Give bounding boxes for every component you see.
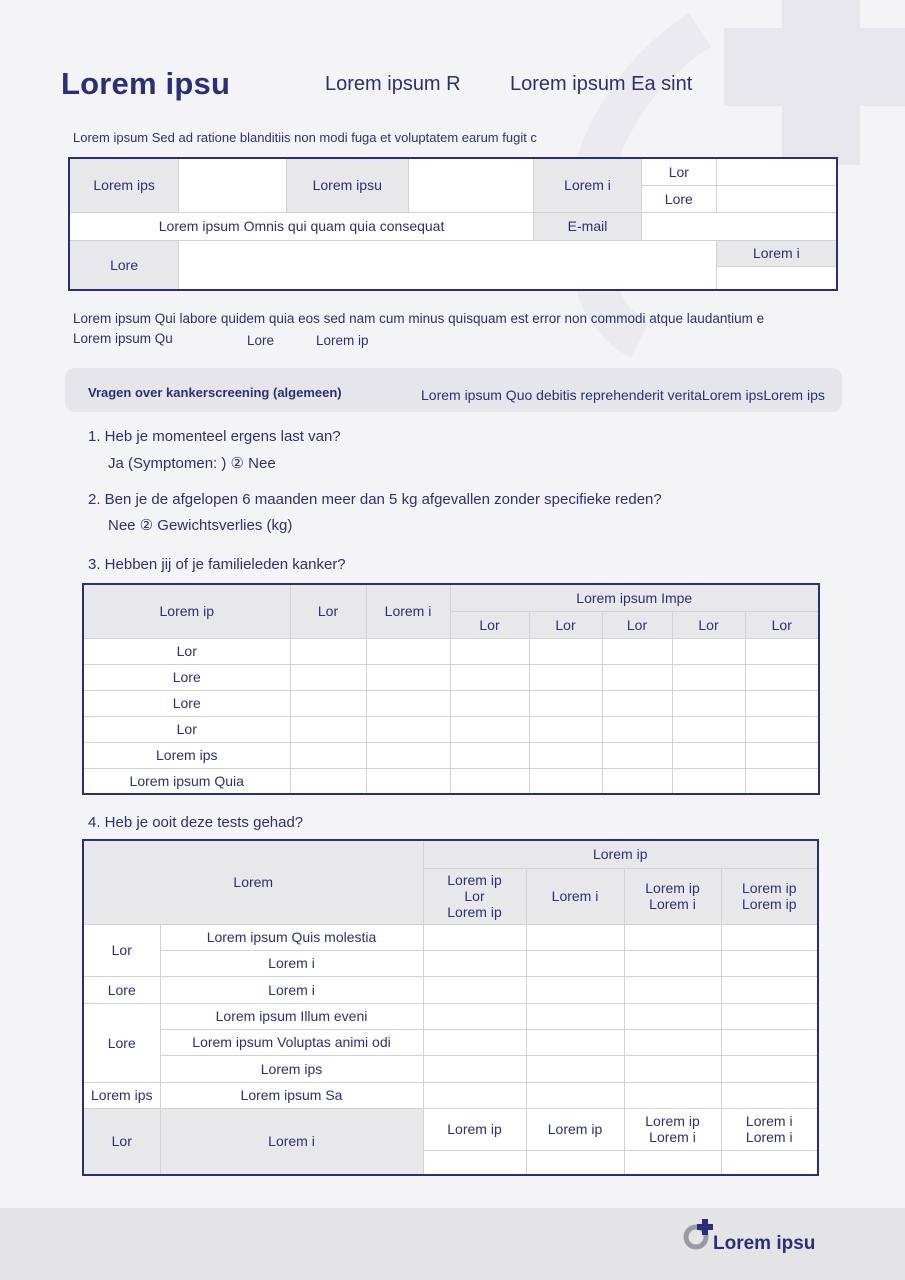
t3-row-label: Lor	[83, 716, 290, 742]
t4-row-label: Lorem ipsum Quis molestia	[160, 924, 423, 950]
t3-cell[interactable]	[745, 690, 819, 716]
t4-cell[interactable]	[624, 1003, 721, 1029]
form-label-2: Lorem ipsu	[286, 158, 408, 212]
t4-group-label-4: Lorem ips	[83, 1082, 160, 1108]
form-option-1[interactable]: Lor	[641, 158, 716, 185]
t4-header-group: Lorem ip	[423, 840, 818, 868]
table-row	[83, 664, 819, 690]
t4-cell[interactable]	[526, 950, 624, 976]
t4-sub4-line1: Lorem ip	[742, 880, 797, 896]
t3-cell[interactable]	[672, 716, 745, 742]
t4-row-label: Lorem ipsum Sa	[160, 1082, 423, 1108]
t3-cell[interactable]	[602, 664, 672, 690]
t4-cell[interactable]	[721, 976, 818, 1003]
t4-option-4-line2: Lorem i	[745, 1129, 793, 1145]
t4-cell[interactable]	[721, 1082, 818, 1108]
t4-option-3[interactable]	[624, 1108, 721, 1150]
t4-cell[interactable]	[624, 1150, 721, 1175]
t4-option-1[interactable]: Lorem ip	[423, 1108, 526, 1150]
t4-cell[interactable]	[721, 1055, 818, 1082]
question-2: 2. Ben je de afgelopen 6 maanden meer dan 5 kg afgevallen zonder specifieke reden?	[88, 491, 662, 508]
t3-cell[interactable]	[450, 690, 529, 716]
table-row	[83, 638, 819, 664]
t4-sub1-line1: Lorem ip	[447, 872, 502, 888]
t3-cell[interactable]	[602, 716, 672, 742]
t4-option-3-line2: Lorem i	[649, 1129, 696, 1145]
form-row3-label: Lore	[69, 240, 179, 290]
t3-subheader: Lor	[450, 611, 529, 638]
header-subtitle-2: Lorem ipsum Ea sint	[510, 73, 693, 95]
t3-header-col3: Lorem i	[366, 584, 450, 638]
document-title: Lorem ipsu	[61, 66, 231, 101]
question-4: 4. Heb je ooit deze tests gehad?	[88, 814, 304, 831]
form-field-2[interactable]	[408, 158, 534, 212]
table-row	[83, 742, 819, 768]
t3-cell[interactable]	[602, 638, 672, 664]
form-row3-right-field[interactable]	[716, 266, 837, 290]
t3-cell[interactable]	[745, 664, 819, 690]
t3-subheader: Lor	[529, 611, 602, 638]
answer-2-options[interactable]: Nee ② Gewichtsverlies (kg)	[108, 517, 293, 534]
t4-subheader-4	[721, 868, 818, 924]
t3-cell[interactable]	[290, 716, 366, 742]
footer-logo-text: Lorem ipsu	[713, 1233, 816, 1254]
t4-sub1-line3: Lorem ip	[447, 904, 502, 920]
t3-row-label: Lorem ips	[83, 742, 290, 768]
header-subtitle-1: Lorem ipsum R	[325, 73, 461, 95]
t3-cell[interactable]	[672, 768, 745, 794]
t4-header-main: Lorem	[83, 840, 423, 924]
t4-subheader-3	[624, 868, 721, 924]
table-row	[83, 768, 819, 794]
t4-subheader-1	[423, 868, 526, 924]
intro-text: Lorem ipsum Sed ad ratione blanditiis non modi fuga et voluptatem earum fugit c	[73, 130, 537, 145]
t4-row-label: Lorem i	[160, 1108, 423, 1175]
t4-option-4[interactable]	[721, 1108, 818, 1150]
t3-cell[interactable]	[450, 638, 529, 664]
t3-cell[interactable]	[290, 664, 366, 690]
t4-sub3-line1: Lorem ip	[645, 880, 700, 896]
t3-cell[interactable]	[529, 716, 602, 742]
t4-option-3-line1: Lorem ip	[645, 1113, 700, 1129]
t4-row-label: Lorem ipsum Voluptas animi odi	[160, 1029, 423, 1055]
t4-cell[interactable]	[423, 1055, 526, 1082]
t3-cell[interactable]	[450, 664, 529, 690]
form-row2-text: Lorem ipsum Omnis qui quam quia consequat	[69, 212, 534, 240]
t3-cell[interactable]	[290, 742, 366, 768]
note-line-2a: Lorem ipsum Qu	[73, 331, 173, 346]
t4-cell[interactable]	[624, 976, 721, 1003]
form-field-1[interactable]	[179, 158, 287, 212]
t3-cell[interactable]	[366, 742, 450, 768]
form-option-2-field[interactable]	[716, 185, 837, 212]
t4-cell[interactable]	[721, 1150, 818, 1175]
t4-row-label: Lorem ips	[160, 1055, 423, 1082]
t3-header-col1: Lorem ip	[83, 584, 290, 638]
t4-cell[interactable]	[721, 1003, 818, 1029]
t4-row-label: Lorem ipsum Illum eveni	[160, 1003, 423, 1029]
note-option-2[interactable]: Lorem ip	[316, 333, 369, 348]
table-row	[83, 716, 819, 742]
t4-cell[interactable]	[423, 1082, 526, 1108]
question-3: 3. Hebben jij of je familieleden kanker?	[88, 556, 346, 573]
t3-cell[interactable]	[529, 690, 602, 716]
note-line-1: Lorem ipsum Qui labore quidem quia eos sed nam cum minus quisquam est error non commodi atque laudantium e	[73, 311, 765, 326]
t4-sub4-line2: Lorem ip	[742, 896, 797, 912]
t3-cell[interactable]	[529, 768, 602, 794]
t4-cell[interactable]	[624, 1055, 721, 1082]
t3-subheader: Lor	[602, 611, 672, 638]
t4-cell[interactable]	[526, 924, 624, 950]
t3-cell[interactable]	[366, 768, 450, 794]
t3-cell[interactable]	[672, 690, 745, 716]
t3-cell[interactable]	[366, 716, 450, 742]
t3-row-label: Lore	[83, 664, 290, 690]
t4-cell[interactable]	[423, 976, 526, 1003]
t3-header-col2: Lor	[290, 584, 366, 638]
t4-cell[interactable]	[526, 1150, 624, 1175]
t4-sub3-line2: Lorem i	[649, 896, 696, 912]
t4-cell[interactable]	[624, 1082, 721, 1108]
t4-cell[interactable]	[526, 1055, 624, 1082]
t3-cell[interactable]	[602, 742, 672, 768]
t4-group-label-5: Lor	[83, 1108, 160, 1175]
t4-cell[interactable]	[423, 1003, 526, 1029]
email-label: E-mail	[534, 212, 642, 240]
form-row3-field[interactable]	[179, 240, 716, 290]
t4-cell[interactable]	[721, 1029, 818, 1055]
t3-cell[interactable]	[450, 742, 529, 768]
t4-subheader-2: Lorem i	[526, 868, 624, 924]
note-option-1[interactable]: Lore	[247, 333, 275, 348]
question-1: 1. Heb je momenteel ergens last van?	[88, 428, 341, 445]
t4-cell[interactable]	[721, 950, 818, 976]
t3-cell[interactable]	[602, 690, 672, 716]
t3-cell[interactable]	[529, 664, 602, 690]
t3-cell[interactable]	[672, 664, 745, 690]
section-title: Vragen over kankerscreening (algemeen)	[88, 385, 342, 400]
t4-group-label-1: Lor	[83, 924, 160, 976]
t3-cell[interactable]	[745, 716, 819, 742]
t4-cell[interactable]	[526, 1029, 624, 1055]
t3-cell[interactable]	[450, 768, 529, 794]
form-option-1-field[interactable]	[716, 158, 837, 185]
t3-cell[interactable]	[366, 638, 450, 664]
t3-cell[interactable]	[529, 742, 602, 768]
t3-cell[interactable]	[529, 638, 602, 664]
t3-cell[interactable]	[672, 638, 745, 664]
t4-cell[interactable]	[423, 1150, 526, 1175]
answer-1-options[interactable]: Ja (Symptomen: ) ② Nee	[108, 455, 276, 472]
t4-cell[interactable]	[624, 924, 721, 950]
form-row3-right-label: Lorem i	[716, 240, 837, 266]
t4-cell[interactable]	[624, 1029, 721, 1055]
t4-cell[interactable]	[526, 1003, 624, 1029]
t4-cell[interactable]	[423, 1029, 526, 1055]
form-label-3: Lorem i	[534, 158, 642, 212]
t3-cell[interactable]	[366, 664, 450, 690]
medical-cross-logo-icon	[683, 1219, 713, 1251]
t4-option-2[interactable]: Lorem ip	[526, 1108, 624, 1150]
t3-row-label: Lore	[83, 690, 290, 716]
t4-cell[interactable]	[624, 950, 721, 976]
t3-subheader: Lor	[745, 611, 819, 638]
t4-cell[interactable]	[423, 924, 526, 950]
section-right-text: Lorem ipsum Quo debitis reprehenderit veritaLorem ipsLorem ips	[421, 387, 825, 403]
t4-cell[interactable]	[423, 950, 526, 976]
t3-row-label: Lorem ipsum Quia	[83, 768, 290, 794]
t4-row-label: Lorem i	[160, 976, 423, 1003]
t3-row-label: Lor	[83, 638, 290, 664]
form-option-2[interactable]: Lore	[641, 185, 716, 212]
t3-cell[interactable]	[290, 690, 366, 716]
table-row	[83, 690, 819, 716]
t4-cell[interactable]	[721, 924, 818, 950]
t4-cell[interactable]	[526, 976, 624, 1003]
t4-group-label-3: Lore	[83, 1003, 160, 1082]
t3-header-group: Lorem ipsum Impe	[450, 584, 819, 611]
form-label-1: Lorem ips	[69, 158, 179, 212]
email-field[interactable]	[641, 212, 837, 240]
t4-option-4-line1: Lorem i	[745, 1113, 793, 1129]
tests-table	[82, 839, 819, 1176]
personal-info-form	[68, 157, 838, 291]
family-cancer-table	[82, 583, 820, 795]
t3-cell[interactable]	[450, 716, 529, 742]
t3-cell[interactable]	[745, 768, 819, 794]
t3-cell[interactable]	[672, 742, 745, 768]
t3-cell[interactable]	[745, 638, 819, 664]
t4-cell[interactable]	[526, 1082, 624, 1108]
t4-group-label-2: Lore	[83, 976, 160, 1003]
t3-cell[interactable]	[290, 768, 366, 794]
t3-cell[interactable]	[366, 690, 450, 716]
t4-row-label: Lorem i	[160, 950, 423, 976]
t3-subheader: Lor	[672, 611, 745, 638]
t3-cell[interactable]	[602, 768, 672, 794]
t3-cell[interactable]	[745, 742, 819, 768]
t4-sub1-line2: Lor	[464, 888, 485, 904]
t3-cell[interactable]	[290, 638, 366, 664]
